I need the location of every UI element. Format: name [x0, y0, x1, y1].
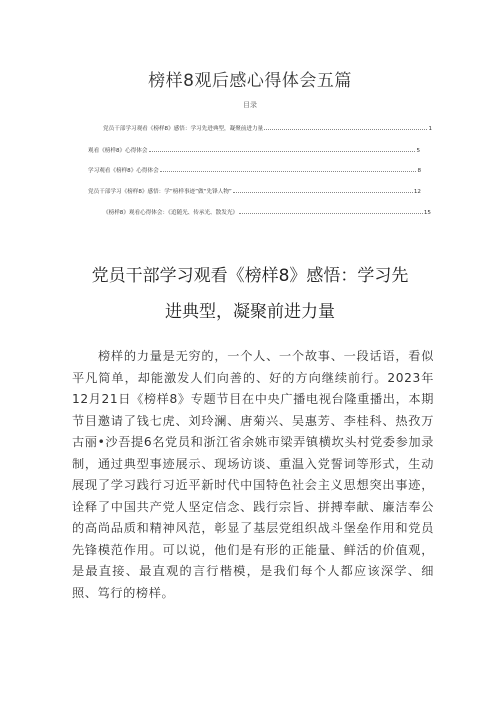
toc-entry-title: 观看《榜样8》心得体会 [88, 148, 148, 154]
document-title: 榜样8观后感心得体会五篇 [148, 71, 352, 91]
toc-entry[interactable] [88, 145, 420, 154]
toc-entry[interactable] [103, 123, 432, 132]
section-title-line-1: 党员干部学习观看《榜样8》感悟：学习先 [91, 266, 409, 286]
toc-entry-title: 《榜样8》观看心得体会：《追随光、传承光、散发光》 [103, 210, 239, 216]
toc-entry-title: 党员干部学习《榜样8》感悟：学“榜样事迹”做“先锋人物” [88, 189, 232, 195]
toc-entry[interactable] [88, 186, 421, 195]
toc-entry-title: 学习观看《榜样8》心得体会 [88, 168, 159, 174]
section-title-line-2: 进典型，凝聚前进力量 [165, 302, 335, 322]
toc-leader-dots [233, 191, 413, 193]
body-paragraph: 榜样的力量是无穷的，一个人、一个故事、一段话语，看似平凡简单，却能激发人们向善的、好的方向继续前行。2023年12月21日《榜样8》专题节目在中央广播电视台隆重播出，本期节目邀请了钱七虎、刘玲澜、唐菊兴、吴惠芳、李桂科、热孜万古丽•沙吾提6名党员和浙江省余姚市梁弄镇横坎头村党委参加录制，通过典型事迹展示、现场访谈、重温入党誓词等形式，生动展现了学习践行习近平新时代中国特色社会主义思想突出事迹，诠释了中国共产党人坚定信念、践行宗旨、拼搏奉献、廉洁奉公的高尚品质和精神风范，彰显了基层党组织战斗堡垒作用和党员先锋模范作用。可以说，他们是有形的正能量、鲜活的价值观，是最直接、最直观的言行楷模，是我们每个人都应该深学、细照、笃行的榜样。 [72, 349, 434, 600]
toc-entry-title: 党员干部学习观看《榜样8》感悟：学习先进典型，凝聚前进力量 [103, 126, 264, 132]
toc-leader-dots [264, 128, 427, 130]
toc-entry-page: 12 [413, 189, 421, 195]
toc-entry-page: 8 [417, 168, 421, 174]
toc-entry-page: 1 [428, 126, 432, 132]
toc-entry[interactable] [103, 207, 431, 216]
toc-leader-dots [239, 212, 423, 214]
toc-entry-page: 15 [423, 210, 431, 216]
toc-leader-dots [160, 170, 417, 172]
toc-entry[interactable] [88, 165, 421, 174]
toc-heading: 目录 [243, 101, 257, 109]
toc-leader-dots [149, 150, 416, 152]
toc-entry-page: 5 [416, 148, 420, 154]
